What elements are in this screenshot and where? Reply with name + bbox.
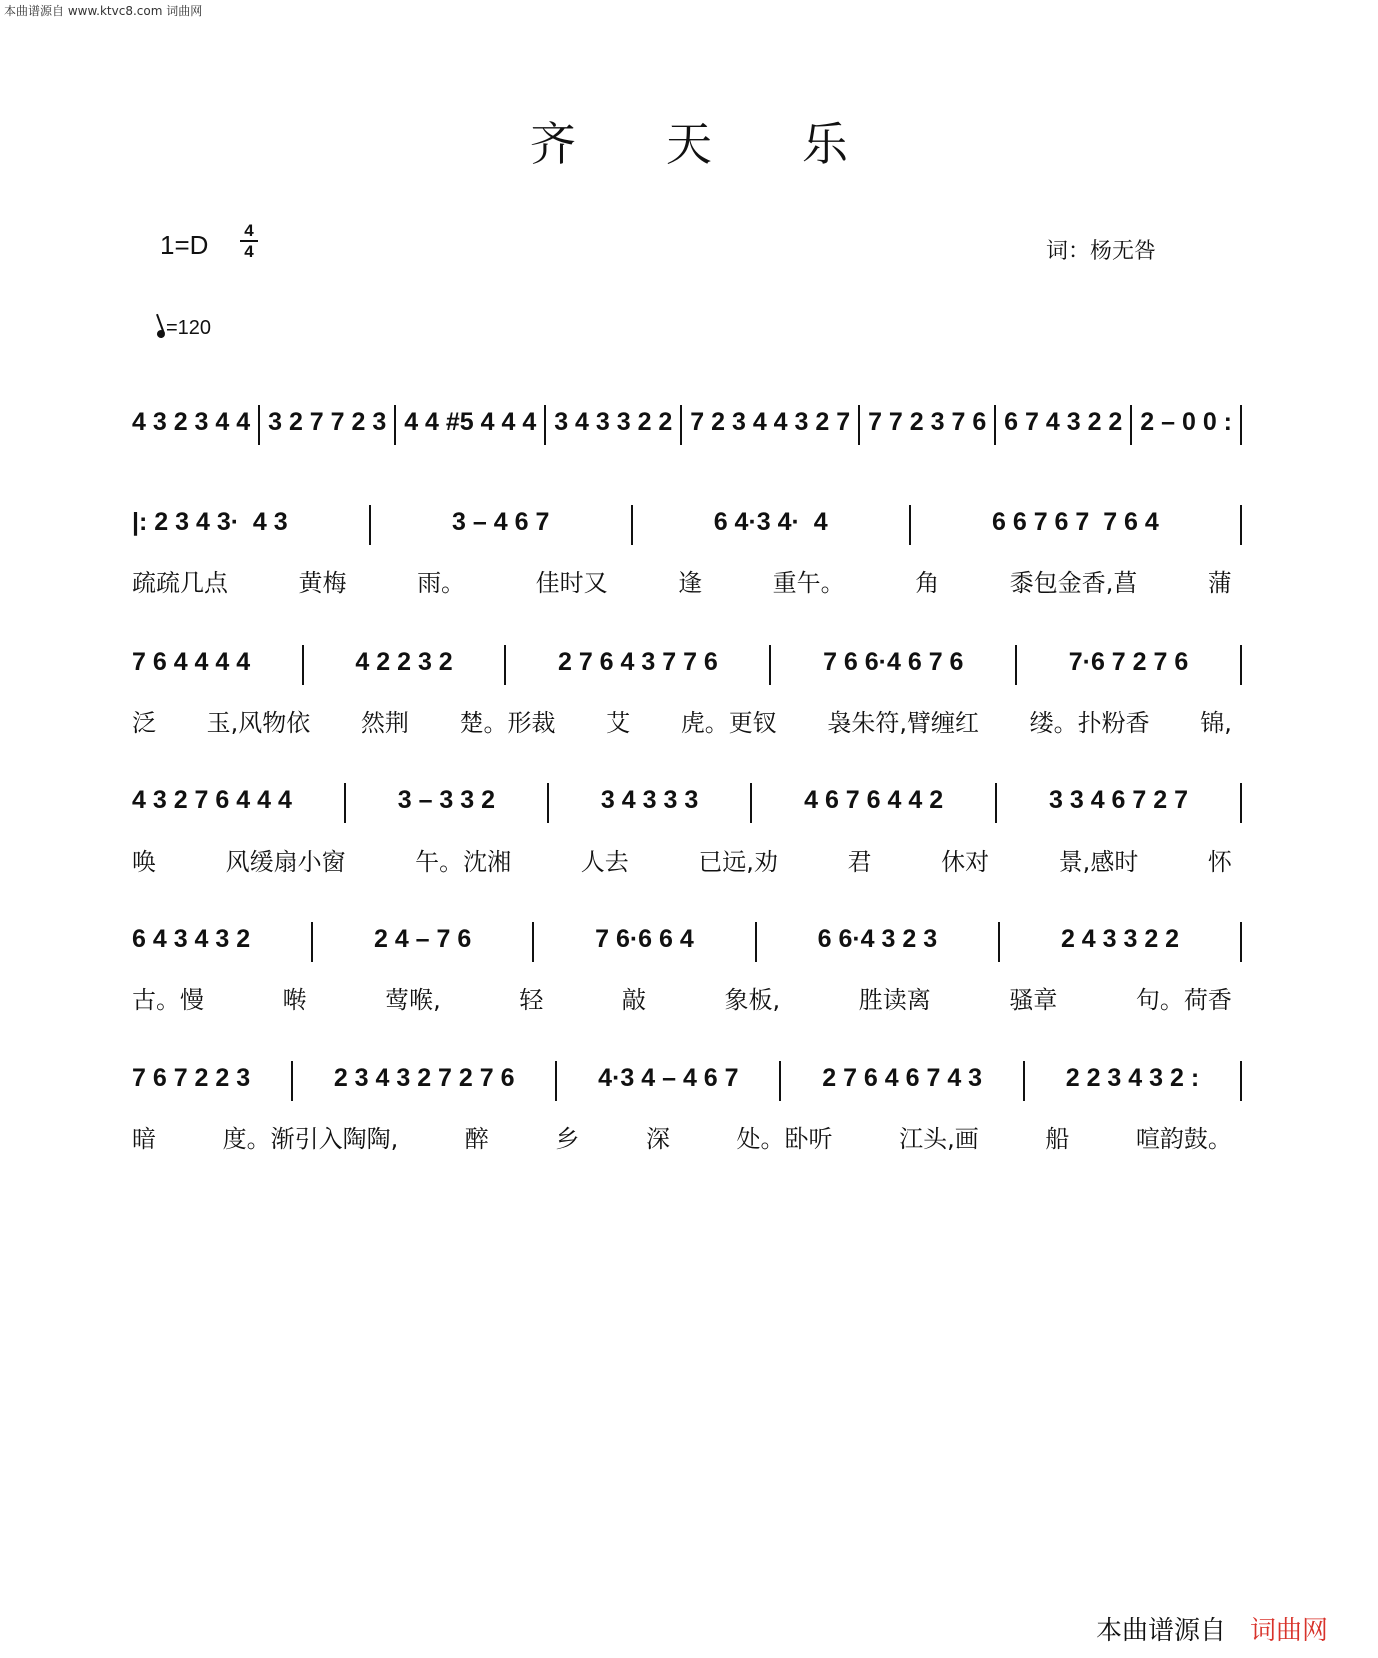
footer-brand: 词曲网: [1249, 1616, 1328, 1646]
barline: [750, 783, 752, 823]
barline: [858, 405, 860, 445]
measure: 3 – 4 6 7: [452, 508, 550, 536]
lyric-segment: 醉: [464, 1125, 489, 1153]
measure: 3 4 3 3 2 2: [554, 408, 673, 436]
lyricist-credit: 词：杨无咎: [1046, 239, 1157, 264]
lyric-segment: 景,感时: [1058, 848, 1139, 876]
lyric-segment: 重午。: [772, 569, 845, 597]
lyric-segment: 疏疏几点: [132, 569, 228, 597]
lyric-segment: 暗: [132, 1125, 156, 1153]
barline: [532, 922, 534, 962]
barline: [1015, 645, 1017, 685]
measure: 7 7 2 3 7 6: [868, 408, 987, 436]
barline: [258, 405, 260, 445]
lyric-segment: 处。卧听: [736, 1125, 833, 1153]
measure: 2 7 6 4 6 7 4 3: [822, 1064, 983, 1092]
lyric-segment: 君: [847, 848, 872, 876]
measure: 3 – 3 3 2: [397, 786, 496, 814]
measure: |: 2 3 4 3· 4 3: [132, 508, 288, 536]
time-signature: [240, 222, 258, 260]
lyric-segment: 胜读离: [858, 986, 931, 1014]
lyric-segment: 玉,风物依: [206, 709, 311, 737]
notation-row-6: [132, 1064, 1242, 1108]
lyric-segment: 蒲: [1207, 569, 1232, 597]
lyrics-row-3: [132, 703, 1232, 738]
measure: 7 2 3 4 4 3 2 7: [690, 408, 851, 436]
barline: [631, 505, 633, 545]
lyric-segment: 午。沈湘: [415, 848, 512, 876]
measure: 4 3 2 7 6 4 4 4: [132, 786, 292, 814]
quarter-note-icon: [156, 329, 166, 339]
notation-row-1: [132, 408, 1242, 452]
measure: 7 6 6·4 6 7 6: [823, 648, 964, 676]
source-watermark-top: 本曲谱源自 www.ktvc8.com 词曲网: [4, 4, 203, 18]
measure: 4 6 7 6 4 4 2: [804, 786, 944, 814]
barline: [504, 645, 506, 685]
measure: 6 6·4 3 2 3: [817, 925, 938, 953]
barline: [769, 645, 771, 685]
barline: [369, 505, 371, 545]
notation-row-4: [132, 786, 1242, 830]
lyric-segment: 艾: [606, 709, 631, 737]
measure: 4·3 4 – 4 6 7: [598, 1064, 739, 1092]
measure: 6 4 3 4 3 2: [132, 925, 251, 953]
song-title: 齐天乐: [530, 117, 938, 171]
measure: 6 7 4 3 2 2: [1004, 408, 1123, 436]
lyric-segment: 黄梅: [298, 569, 347, 597]
lyrics-row-4: [132, 842, 1232, 877]
lyric-segment: 角: [915, 569, 940, 597]
lyric-segment: 句。荷香: [1135, 986, 1232, 1014]
lyric-segment: 江头,画: [899, 1125, 979, 1153]
barline: [998, 922, 1000, 962]
lyric-segment: 逢: [678, 569, 703, 597]
lyric-segment: 敲: [621, 986, 646, 1014]
lyric-segment: 骚章: [1009, 986, 1058, 1014]
tempo-marking: [157, 317, 211, 340]
barline-end: [1240, 505, 1242, 545]
key-signature: 1=D: [160, 230, 209, 260]
lyric-segment: 袅朱符,臂缠红: [827, 709, 980, 737]
barline: [909, 505, 911, 545]
measure: 2 2 3 4 3 2 :: [1065, 1064, 1200, 1092]
lyrics-row-2: [132, 563, 1232, 598]
lyric-segment: 喧韵鼓。: [1135, 1125, 1232, 1153]
barline: [344, 783, 346, 823]
barline: [302, 645, 304, 685]
notation-row-2: [132, 508, 1242, 552]
lyric-segment: 怀: [1207, 848, 1232, 876]
lyric-segment: 人去: [580, 848, 629, 876]
lyric-segment: 佳时又: [535, 569, 608, 597]
measure: 7·6 7 2 7 6: [1068, 648, 1189, 676]
lyric-segment: 唤: [132, 848, 156, 876]
lyric-segment: 度。渐引入陶陶,: [222, 1125, 399, 1153]
measure: 4 2 2 3 2: [355, 648, 453, 676]
lyric-segment: 古。慢: [132, 986, 204, 1014]
measure: 7 6·6 6 4: [595, 925, 694, 953]
measure: 6 4·3 4· 4: [713, 508, 828, 536]
lyric-segment: 锦,: [1200, 709, 1232, 737]
lyric-segment: 黍包金香,菖: [1009, 569, 1138, 597]
lyric-segment: 雨。: [417, 569, 466, 597]
measure: 2 7 6 4 3 7 7 6: [557, 648, 718, 676]
measure: 3 4 3 3 3: [600, 786, 699, 814]
barline: [291, 1061, 293, 1101]
barline: [994, 405, 996, 445]
lyrics-row-6: [132, 1119, 1232, 1154]
barline: [995, 783, 997, 823]
barline: [394, 405, 396, 445]
lyric-segment: 泛: [132, 709, 156, 737]
lyric-segment: 深: [645, 1125, 670, 1153]
measure: 4 4 #5 4 4 4: [404, 408, 537, 436]
lyric-segment: 船: [1045, 1125, 1070, 1153]
barline: [1130, 405, 1132, 445]
barline: [544, 405, 546, 445]
footer-source-text: 本曲谱源自: [1095, 1616, 1226, 1646]
lyric-segment: 莺喉,: [385, 986, 441, 1014]
barline: [311, 922, 313, 962]
time-signature-top: 4: [244, 221, 254, 240]
measure: 2 4 – 7 6: [373, 925, 472, 953]
measure: 4 3 2 3 4 4: [132, 408, 251, 436]
measure: 7 6 4 4 4 4: [132, 648, 251, 676]
lyric-segment: 缕。扑粉香: [1029, 709, 1150, 737]
measure: 6 6 7 6 7 7 6 4: [992, 508, 1159, 536]
barline: [547, 783, 549, 823]
barline: [555, 1061, 557, 1101]
lyric-segment: 风缓扇小窗: [225, 848, 346, 876]
time-signature-bottom: 4: [244, 242, 254, 261]
lyric-segment: 休对: [941, 848, 990, 876]
notation-row-3: [132, 648, 1242, 692]
measure: 2 4 3 3 2 2: [1060, 925, 1180, 953]
barline-end: [1240, 922, 1242, 962]
barline-end: [1240, 783, 1242, 823]
tempo-value: =120: [166, 317, 212, 339]
measure: 3 2 7 7 2 3: [268, 408, 387, 436]
barline-end: [1240, 1061, 1242, 1101]
barline: [779, 1061, 781, 1101]
lyrics-row-5: [132, 980, 1232, 1015]
notation-row-5: [132, 925, 1242, 969]
lyric-segment: 乡: [555, 1125, 580, 1153]
measure: 2 – 0 0 :: [1140, 408, 1232, 436]
lyric-segment: 楚。形裁: [459, 709, 556, 737]
lyric-segment: 象板,: [724, 986, 781, 1014]
lyric-segment: 然荆: [360, 709, 409, 737]
source-footer: [1096, 1610, 1328, 1647]
lyric-segment: 已远,劝: [698, 848, 778, 876]
lyric-segment: 啭: [282, 986, 307, 1014]
barline-end: [1240, 405, 1242, 445]
measure: 2 3 4 3 2 7 2 7 6: [333, 1064, 515, 1092]
barline-end: [1240, 645, 1242, 685]
barline: [1023, 1061, 1025, 1101]
barline: [755, 922, 757, 962]
barline: [680, 405, 682, 445]
lyric-segment: 虎。更钗: [680, 709, 777, 737]
measure: 7 6 7 2 2 3: [132, 1064, 251, 1092]
lyric-segment: 轻: [519, 986, 544, 1014]
measure: 3 3 4 6 7 2 7: [1049, 786, 1189, 814]
